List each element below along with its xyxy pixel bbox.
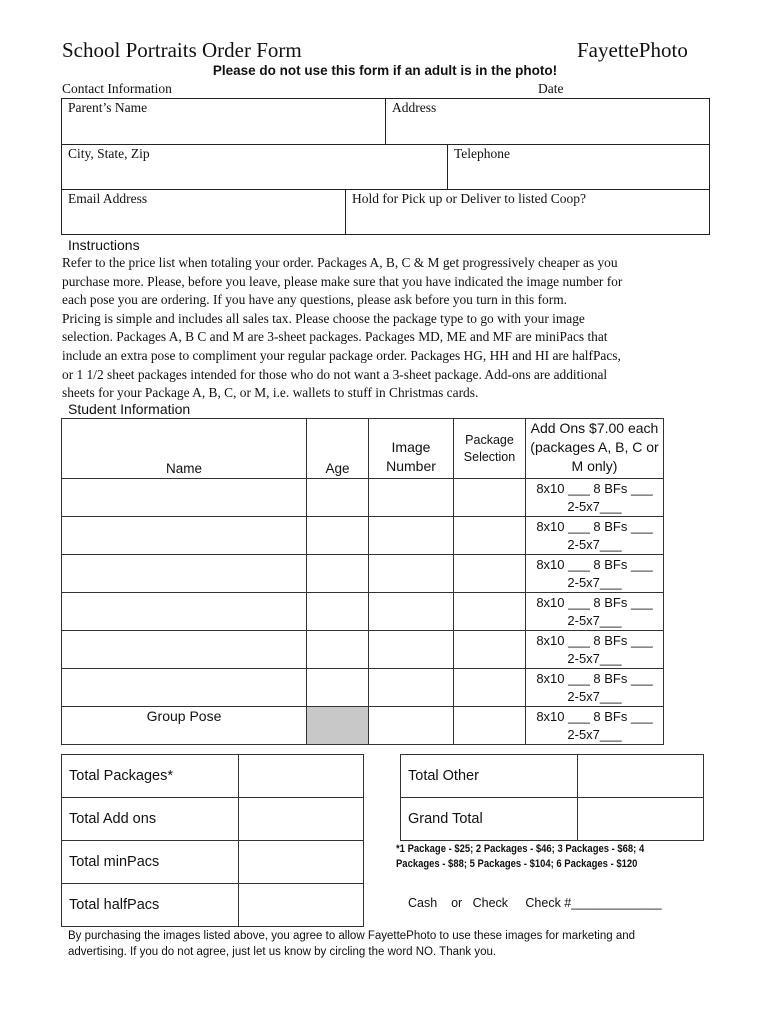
student-addons-cell[interactable] — [526, 631, 664, 669]
addon-line-2: 2-5x7___ — [567, 650, 622, 666]
addon-line-2: 2-5x7___ — [567, 536, 622, 552]
student-addons-cell[interactable] — [526, 479, 664, 517]
telephone-label: Telephone — [454, 146, 511, 161]
group-pose-image-number-cell[interactable] — [369, 707, 454, 745]
student-row[interactable] — [62, 517, 664, 555]
package-price-note — [396, 842, 688, 872]
total-addons-field[interactable] — [239, 798, 364, 841]
price-note-line-2: Packages - $88; 5 Packages - $104; 6 Packages - $120 — [396, 858, 638, 870]
address-label: Address — [392, 100, 437, 115]
age-column-header: Age — [307, 419, 369, 479]
payment-method-line[interactable]: Cash or Check Check #_____________ — [408, 896, 662, 910]
total-other-label: Total Other — [401, 755, 578, 798]
email-label: Email Address — [68, 191, 148, 206]
student-package-cell[interactable] — [454, 593, 526, 631]
name-column-header: Name — [62, 419, 307, 479]
student-image-number-cell[interactable] — [369, 479, 454, 517]
total-packages-field[interactable] — [239, 755, 364, 798]
parent-name-label: Parent’s Name — [68, 100, 148, 115]
total-packages-label: Total Packages* — [62, 755, 239, 798]
addon-line-1: 8x10 ___ 8 BFs ___ — [536, 594, 653, 610]
brand-name: FayettePhoto — [577, 38, 688, 62]
grand-total-field[interactable] — [578, 798, 704, 841]
package-selection-column-header: Package Selection — [454, 419, 526, 479]
student-name-cell[interactable] — [62, 669, 307, 707]
parent-name-field[interactable] — [61, 98, 386, 145]
total-minipacs-field[interactable] — [239, 841, 364, 884]
total-halfpacs-label: Total halfPacs — [62, 884, 239, 927]
total-minipacs-label: Total minPacs — [62, 841, 239, 884]
student-image-number-cell[interactable] — [369, 593, 454, 631]
grand-total-row — [401, 798, 704, 841]
group-pose-package-cell[interactable] — [454, 707, 526, 745]
group-pose-age-cell-disabled — [307, 707, 369, 745]
totals-right-table — [400, 754, 704, 841]
instructions-body: Refer to the price list when totaling your order. Packages A, B, C & M get progressively cheaper as you purchase more. Please, before you leave, please make sure that you have indicated the image number for each pose you are ordering. If you have any questions, please ask before you turn in this form. Pricing is simple and includes all sales tax. Please choose the package type to go with your image selection. Packages A, B C and M are 3-sheet packages. Packages MD, ME and MF are miniPacs that include an extra pose to compliment your regular package order. Packages HG, HH and HI are halfPacs, or 1 1/2 sheet packages intended for those who do not want a 3-sheet package. Add-ons are additional sheets for your Package A, B, C, or M, i.e. wallets to stuff in Christmas cards. — [62, 255, 623, 401]
pickup-delivery-label: Hold for Pick up or Deliver to listed Coop? — [352, 191, 586, 206]
group-pose-row[interactable] — [62, 707, 664, 745]
addon-line-1: 8x10 ___ 8 BFs ___ — [536, 670, 653, 686]
student-age-cell[interactable] — [307, 631, 369, 669]
student-row[interactable] — [62, 593, 664, 631]
addon-line-1: 8x10 ___ 8 BFs ___ — [536, 556, 653, 572]
student-row[interactable] — [62, 631, 664, 669]
student-name-cell[interactable] — [62, 593, 307, 631]
student-row[interactable] — [62, 479, 664, 517]
student-info-heading: Student Information — [68, 401, 191, 417]
student-row[interactable] — [62, 669, 664, 707]
student-age-cell[interactable] — [307, 593, 369, 631]
student-addons-cell[interactable] — [526, 555, 664, 593]
telephone-field[interactable] — [447, 144, 710, 190]
student-name-cell[interactable] — [62, 555, 307, 593]
pickup-delivery-field[interactable] — [345, 189, 710, 235]
student-age-cell[interactable] — [307, 555, 369, 593]
addon-line-1: 8x10 ___ 8 BFs ___ — [536, 480, 653, 496]
total-other-field[interactable] — [578, 755, 704, 798]
city-state-zip-field[interactable] — [61, 144, 448, 190]
student-image-number-cell[interactable] — [369, 669, 454, 707]
group-pose-label: Group Pose — [62, 707, 307, 745]
student-package-cell[interactable] — [454, 669, 526, 707]
student-package-cell[interactable] — [454, 517, 526, 555]
student-addons-cell[interactable] — [526, 593, 664, 631]
addon-line-2: 2-5x7___ — [567, 688, 622, 704]
student-package-cell[interactable] — [454, 479, 526, 517]
total-halfpacs-field[interactable] — [239, 884, 364, 927]
student-row[interactable] — [62, 555, 664, 593]
student-image-number-cell[interactable] — [369, 517, 454, 555]
total-other-row — [401, 755, 704, 798]
addon-line-2: 2-5x7___ — [567, 612, 622, 628]
student-name-cell[interactable] — [62, 631, 307, 669]
group-pose-addons-cell[interactable] — [526, 707, 664, 745]
total-addons-label: Total Add ons — [62, 798, 239, 841]
student-age-cell[interactable] — [307, 669, 369, 707]
student-package-cell[interactable] — [454, 631, 526, 669]
total-minipacs-row — [62, 841, 364, 884]
student-table — [61, 418, 664, 745]
student-addons-cell[interactable] — [526, 669, 664, 707]
addon-line-2: 2-5x7___ — [567, 498, 622, 514]
add-ons-column-header: Add Ons $7.00 each (packages A, B, C or M only) — [526, 419, 664, 479]
price-note-line-1: *1 Package - $25; 2 Packages - $46; 3 Packages - $68; 4 — [396, 843, 645, 855]
adult-warning: Please do not use this form if an adult is in the photo! — [212, 63, 558, 78]
addon-line-1: 8x10 ___ 8 BFs ___ — [536, 518, 653, 534]
student-image-number-cell[interactable] — [369, 555, 454, 593]
student-image-number-cell[interactable] — [369, 631, 454, 669]
student-package-cell[interactable] — [454, 555, 526, 593]
total-addons-row — [62, 798, 364, 841]
total-halfpacs-row — [62, 884, 364, 927]
addon-line-2: 2-5x7___ — [567, 726, 622, 742]
image-number-column-header: Image Number — [369, 419, 454, 479]
student-addons-cell[interactable] — [526, 517, 664, 555]
contact-section-label: Contact Information — [62, 81, 172, 96]
student-name-cell[interactable] — [62, 517, 307, 555]
student-age-cell[interactable] — [307, 517, 369, 555]
date-label: Date — [538, 81, 564, 96]
email-field[interactable] — [61, 189, 346, 235]
form-title: School Portraits Order Form — [62, 38, 302, 62]
addon-line-2: 2-5x7___ — [567, 574, 622, 590]
consent-line-1: By purchasing the images listed above, you agree to allow FayettePhoto to use these images for marketing and — [68, 930, 636, 942]
total-packages-row — [62, 755, 364, 798]
student-name-cell[interactable] — [62, 479, 307, 517]
totals-left-table — [61, 754, 364, 927]
city-state-zip-label: City, State, Zip — [68, 146, 150, 161]
addon-line-1: 8x10 ___ 8 BFs ___ — [536, 708, 653, 724]
consent-note — [68, 928, 635, 960]
student-age-cell[interactable] — [307, 479, 369, 517]
address-field[interactable] — [385, 98, 710, 145]
student-table-header — [62, 419, 664, 479]
consent-line-2: advertising. If you do not agree, just let us know by circling the word NO. Thank you. — [68, 946, 497, 958]
addon-line-1: 8x10 ___ 8 BFs ___ — [536, 632, 653, 648]
grand-total-label: Grand Total — [401, 798, 578, 841]
instructions-heading: Instructions — [68, 237, 140, 253]
